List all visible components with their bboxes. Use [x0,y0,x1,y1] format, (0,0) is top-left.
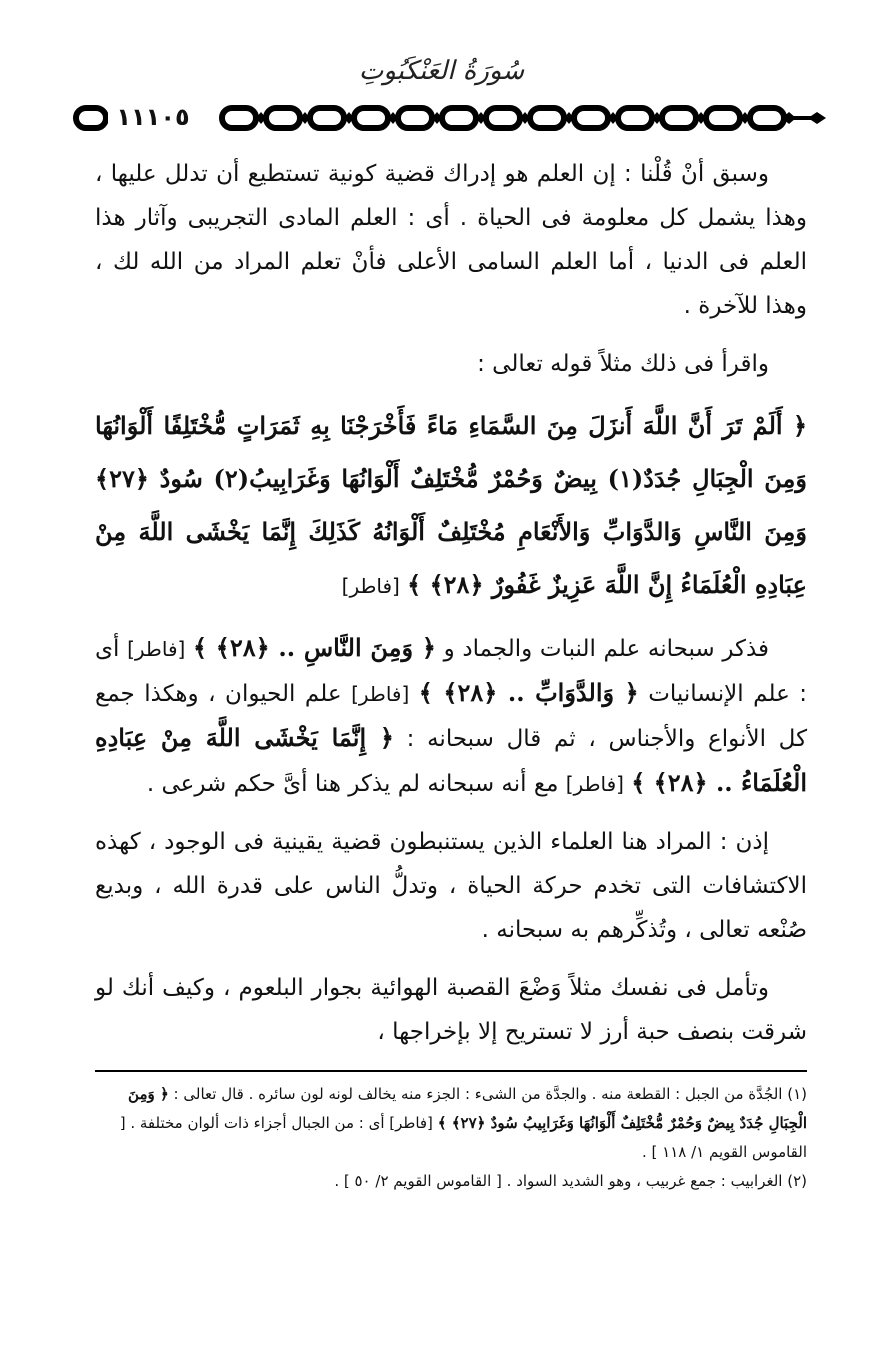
quran-quote: ﴿ وَمِنَ النَّاسِ .. ﴿٢٨﴾ ﴾ [193,633,436,662]
footnotes [95,1080,807,1196]
footnote-verse: ﴿ وَمِنَ الْجِبَالِ جُدَدٌ بِيضٌ وَحُمْرٌ مُّخْتَلِفٌ أَلْوَانُهَا وَغَرَابِيبُ سُودٌ ﴿٢٧﴾ ﴾ [128,1085,807,1132]
text-segment: علم الحيوان ، وهكذا جمع كل الأنواع والأجناس ، ثم قال سبحانه : [95,681,808,752]
quran-verse-block [95,400,807,612]
paragraph-5: وتأمل فى نفسك مثلاً وَضْعَ القصبة الهوائية بجوار البلعوم ، وكيف أنك لو شرقت بنصف حبة أرز لا تستريح إلا بإخراجها ، [95,975,807,1045]
footnote-divider [95,1070,807,1072]
paragraph-1: وسبق أنْ قُلْنا : إن العلم هو إدراك قضية كونية تستطيع أن تدلل عليها ، وهذا يشمل كل معلومة فى الحياة . أى : العلم المادى التجريبى وآثار هذا العلم فى الدنيا ، أما العلم السامى الأعلى فأنْ تعلم المراد من الله لك ، وهذا للآخرة . [95,161,807,319]
text-segment: أى : علم الإنسانيات [95,636,808,707]
footnote-text: [فاطر] أى : من الجبال أجزاء ذات ألوان مختلفة . [ القاموس القويم ١/ ١١٨ ] . [119,1114,807,1161]
paragraph-4: إذن : المراد هنا العلماء الذين يستنبطون قضية يقينية فى الوجود ، كهذه الاكتشافات التى تخدم حركة الحياة ، وتدلُّ الناس على قدرة الله ، وبديع صُنْعه تعالى ، وتُذكِّرهم به سبحانه . [95,829,807,943]
paragraph-2: واقرأ فى ذلك مثلاً قوله تعالى : [477,351,769,377]
text-segment: فذكر سبحانه علم النبات والجماد و [443,636,770,662]
quran-quote: ﴿ وَالدَّوَابِّ .. ﴿٢٨﴾ ﴾ [418,678,639,707]
footnote-text: (١) الجُدَّة من الجبل : القطعة منه . والجدَّة من الشىء : الجزء منه يخالف لونه لون سائره . قال تعالى : [173,1085,807,1103]
surah-reference: [فاطر] [565,772,624,796]
surah-title: سُورَةُ العَنْكَبُوتِ [358,56,525,86]
surah-reference: [فاطر] [351,682,410,706]
main-text [95,152,807,1068]
paragraph-3 [95,626,807,806]
surah-reference: [فاطر] [341,574,400,598]
footnote-1 [95,1080,807,1167]
footnote-2: (٢) الغرابيب : جمع غربيب ، وهو الشديد السواد . [ القاموس القويم ٢/ ٥٠ ] . [334,1172,807,1190]
text-segment: مع أنه سبحانه لم يذكر هنا أىَّ حكم شرعى . [146,771,559,797]
quran-verse: ﴿ أَلَمْ تَرَ أَنَّ اللَّهَ أَنزَلَ مِنَ السَّمَاءِ مَاءً فَأَخْرَجْنَا بِهِ ثَمَرَاتٍ مُّخْتَلِفًا أَلْوَانُهَا وَمِنَ الْجِبَالِ جُدَدٌ(١) بِيضٌ وَحُمْرٌ مُّخْتَلِفٌ أَلْوَانُهَا وَغَرَابِيبُ(٢) سُودٌ ﴿٢٧﴾ وَمِنَ النَّاسِ وَالدَّوَابِّ وَالأَنْعَامِ مُخْتَلِفٌ أَلْوَانُهُ كَذَلِكَ إِنَّمَا يَخْشَى اللَّهَ مِنْ عِبَادِهِ الْعُلَمَاءُ إِنَّ اللَّهَ عَزِيزٌ غَفُورٌ ﴿٢٨﴾ ﴾ [95,411,808,599]
quran-quote: ﴿ إِنَّمَا يَخْشَى اللَّهَ مِنْ عِبَادِهِ الْعُلَمَاءُ .. ﴿٢٨﴾ ﴾ [95,723,807,797]
surah-reference: [فاطر] [127,637,186,661]
page-number: ١١١٠٥ [108,101,198,133]
